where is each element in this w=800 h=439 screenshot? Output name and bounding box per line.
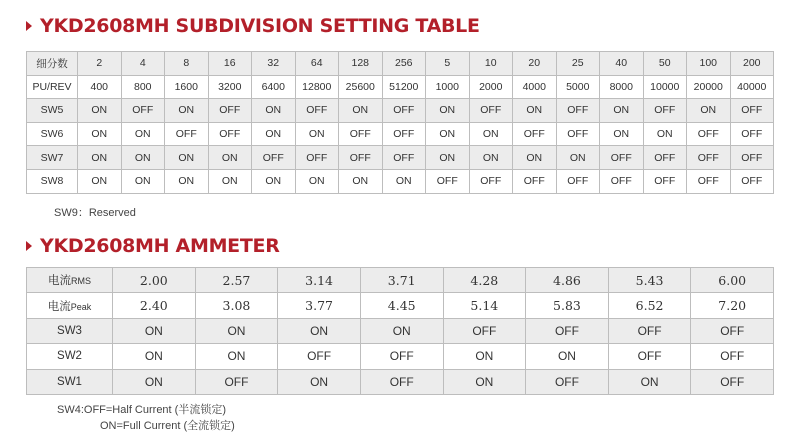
table-cell: ON bbox=[278, 369, 361, 394]
row-header-cell: SW5 bbox=[27, 99, 78, 123]
table-cell: 100 bbox=[687, 52, 731, 76]
table-cell: OFF bbox=[608, 318, 691, 343]
table-cell: ON bbox=[513, 99, 557, 123]
current-label-suffix: RMS bbox=[71, 276, 91, 287]
table-cell: 1000 bbox=[426, 75, 470, 99]
row-header-cell: SW7 bbox=[27, 146, 78, 170]
current-value-cell: 5.83 bbox=[526, 293, 609, 318]
table-cell: OFF bbox=[382, 122, 426, 146]
table-cell: 10000 bbox=[643, 75, 687, 99]
table-cell: OFF bbox=[208, 122, 252, 146]
table-cell: ON bbox=[78, 99, 122, 123]
sw1-row bbox=[27, 369, 774, 394]
table-cell: OFF bbox=[295, 146, 339, 170]
table-cell: 3200 bbox=[208, 75, 252, 99]
table-cell: ON bbox=[252, 99, 296, 123]
table-cell: ON bbox=[360, 318, 443, 343]
table-cell: OFF bbox=[556, 169, 600, 193]
table-cell: OFF bbox=[608, 344, 691, 369]
current-value-cell: 2.57 bbox=[195, 268, 278, 293]
sw6-row bbox=[27, 122, 774, 146]
current-label-suffix: Peak bbox=[70, 301, 92, 312]
ammeter-title-text: YKD2608MH AMMETER bbox=[40, 235, 280, 257]
table-cell: ON bbox=[78, 146, 122, 170]
table-cell: 20 bbox=[513, 52, 557, 76]
table-cell: 200 bbox=[730, 52, 774, 76]
table-cell: 6400 bbox=[252, 75, 296, 99]
subdivision-row bbox=[27, 52, 774, 76]
table-cell: ON bbox=[600, 99, 644, 123]
sw9-note: SW9：Reserved bbox=[54, 207, 136, 219]
table-cell: ON bbox=[443, 369, 526, 394]
table-cell: 32 bbox=[252, 52, 296, 76]
table-cell: ON bbox=[78, 169, 122, 193]
table-cell: OFF bbox=[339, 122, 383, 146]
table-cell: ON bbox=[687, 99, 731, 123]
table-cell: ON bbox=[278, 318, 361, 343]
table-cell: OFF bbox=[526, 318, 609, 343]
table-cell: 25600 bbox=[339, 75, 383, 99]
table-cell: ON bbox=[195, 318, 278, 343]
table-cell: 50 bbox=[643, 52, 687, 76]
current-value-cell: 3.77 bbox=[278, 293, 361, 318]
table-cell: 8 bbox=[165, 52, 209, 76]
table-cell: OFF bbox=[339, 146, 383, 170]
table-cell: 20000 bbox=[687, 75, 731, 99]
table-cell: OFF bbox=[691, 318, 774, 343]
ammeter-table bbox=[26, 267, 774, 395]
table-cell: ON bbox=[426, 99, 470, 123]
current-value-cell: 6.00 bbox=[691, 268, 774, 293]
table-cell: OFF bbox=[643, 169, 687, 193]
table-cell: OFF bbox=[360, 369, 443, 394]
table-cell: OFF bbox=[121, 99, 165, 123]
table-cell: 5000 bbox=[556, 75, 600, 99]
table-cell: ON bbox=[469, 122, 513, 146]
table-cell: ON bbox=[165, 99, 209, 123]
table-cell: 40 bbox=[600, 52, 644, 76]
table-cell: ON bbox=[608, 369, 691, 394]
table-cell: ON bbox=[165, 146, 209, 170]
current-value-cell: 3.08 bbox=[195, 293, 278, 318]
table-cell: ON bbox=[121, 122, 165, 146]
current-label: 电流 bbox=[48, 275, 71, 288]
table-cell: OFF bbox=[360, 344, 443, 369]
table-cell: ON bbox=[526, 344, 609, 369]
table-cell: OFF bbox=[195, 369, 278, 394]
table-cell: OFF bbox=[426, 169, 470, 193]
table-cell: ON bbox=[113, 318, 196, 343]
rms-current-row bbox=[27, 268, 774, 293]
table-cell: ON bbox=[121, 146, 165, 170]
table-cell: 25 bbox=[556, 52, 600, 76]
table-cell: ON bbox=[443, 344, 526, 369]
table-cell: OFF bbox=[730, 99, 774, 123]
ammeter-title bbox=[26, 235, 280, 257]
table-cell: ON bbox=[113, 369, 196, 394]
table-cell: OFF bbox=[469, 169, 513, 193]
sw2-row bbox=[27, 344, 774, 369]
table-cell: ON bbox=[339, 99, 383, 123]
table-cell: OFF bbox=[526, 369, 609, 394]
table-cell: OFF bbox=[469, 99, 513, 123]
table-cell: ON bbox=[643, 122, 687, 146]
subdivision-title bbox=[26, 15, 480, 37]
row-header-cell bbox=[27, 293, 113, 318]
table-cell: OFF bbox=[687, 146, 731, 170]
sw7-row bbox=[27, 146, 774, 170]
subdivision-title-text: YKD2608MH SUBDIVISION SETTING TABLE bbox=[40, 15, 480, 37]
table-cell: OFF bbox=[382, 146, 426, 170]
sw3-row bbox=[27, 318, 774, 343]
table-cell: 128 bbox=[339, 52, 383, 76]
row-header-cell: 细分数 bbox=[27, 52, 78, 76]
table-cell: OFF bbox=[687, 169, 731, 193]
table-cell: ON bbox=[295, 122, 339, 146]
row-header-cell: SW2 bbox=[27, 344, 113, 369]
current-value-cell: 6.52 bbox=[608, 293, 691, 318]
table-cell: ON bbox=[382, 169, 426, 193]
sw5-row bbox=[27, 99, 774, 123]
table-cell: OFF bbox=[691, 369, 774, 394]
table-cell: ON bbox=[469, 146, 513, 170]
peak-current-row bbox=[27, 293, 774, 318]
table-cell: 2000 bbox=[469, 75, 513, 99]
table-cell: OFF bbox=[643, 146, 687, 170]
caret-right-icon bbox=[26, 21, 32, 31]
table-cell: ON bbox=[600, 122, 644, 146]
table-cell: 4 bbox=[121, 52, 165, 76]
table-cell: ON bbox=[513, 146, 557, 170]
table-cell: OFF bbox=[252, 146, 296, 170]
table-cell: 2 bbox=[78, 52, 122, 76]
table-cell: ON bbox=[426, 146, 470, 170]
pulses-per-rev-row bbox=[27, 75, 774, 99]
table-cell: ON bbox=[252, 122, 296, 146]
subdivision-table bbox=[26, 51, 774, 194]
table-cell: ON bbox=[426, 122, 470, 146]
table-cell: 16 bbox=[208, 52, 252, 76]
current-value-cell: 4.86 bbox=[526, 268, 609, 293]
current-value-cell: 2.00 bbox=[113, 268, 196, 293]
table-cell: OFF bbox=[730, 122, 774, 146]
table-cell: 8000 bbox=[600, 75, 644, 99]
table-cell: OFF bbox=[643, 99, 687, 123]
current-value-cell: 7.20 bbox=[691, 293, 774, 318]
current-value-cell: 3.71 bbox=[360, 268, 443, 293]
table-cell: OFF bbox=[513, 169, 557, 193]
table-cell: 256 bbox=[382, 52, 426, 76]
current-value-cell: 4.45 bbox=[360, 293, 443, 318]
table-cell: 40000 bbox=[730, 75, 774, 99]
table-cell: 64 bbox=[295, 52, 339, 76]
table-cell: OFF bbox=[382, 99, 426, 123]
sw4-note-line2: ON=Full Current (全流锁定) bbox=[100, 420, 235, 432]
table-cell: OFF bbox=[730, 169, 774, 193]
sw8-row bbox=[27, 169, 774, 193]
table-cell: 12800 bbox=[295, 75, 339, 99]
table-cell: ON bbox=[208, 169, 252, 193]
table-cell: 5 bbox=[426, 52, 470, 76]
table-cell: 4000 bbox=[513, 75, 557, 99]
sw4-note-line1: SW4:OFF=Half Current (半流锁定) bbox=[57, 404, 226, 416]
table-cell: OFF bbox=[687, 122, 731, 146]
table-cell: OFF bbox=[278, 344, 361, 369]
row-header-cell: PU/REV bbox=[27, 75, 78, 99]
row-header-cell bbox=[27, 268, 113, 293]
current-value-cell: 4.28 bbox=[443, 268, 526, 293]
table-cell: ON bbox=[208, 146, 252, 170]
table-cell: OFF bbox=[208, 99, 252, 123]
current-label: 电流 bbox=[47, 300, 71, 313]
table-cell: ON bbox=[295, 169, 339, 193]
row-header-cell: SW1 bbox=[27, 369, 113, 394]
row-header-cell: SW8 bbox=[27, 169, 78, 193]
table-cell: OFF bbox=[600, 169, 644, 193]
table-cell: ON bbox=[339, 169, 383, 193]
table-cell: 10 bbox=[469, 52, 513, 76]
table-cell: ON bbox=[165, 169, 209, 193]
table-cell: ON bbox=[195, 344, 278, 369]
table-cell: ON bbox=[113, 344, 196, 369]
table-cell: ON bbox=[78, 122, 122, 146]
current-value-cell: 3.14 bbox=[278, 268, 361, 293]
table-cell: OFF bbox=[556, 122, 600, 146]
caret-right-icon bbox=[26, 241, 32, 251]
table-cell: OFF bbox=[691, 344, 774, 369]
current-value-cell: 2.40 bbox=[113, 293, 196, 318]
current-value-cell: 5.43 bbox=[608, 268, 691, 293]
table-cell: 800 bbox=[121, 75, 165, 99]
table-cell: OFF bbox=[295, 99, 339, 123]
table-cell: OFF bbox=[730, 146, 774, 170]
table-cell: ON bbox=[556, 146, 600, 170]
table-cell: OFF bbox=[513, 122, 557, 146]
row-header-cell: SW3 bbox=[27, 318, 113, 343]
table-cell: 51200 bbox=[382, 75, 426, 99]
table-cell: OFF bbox=[600, 146, 644, 170]
table-cell: OFF bbox=[443, 318, 526, 343]
table-cell: ON bbox=[252, 169, 296, 193]
table-cell: 1600 bbox=[165, 75, 209, 99]
table-cell: OFF bbox=[556, 99, 600, 123]
table-cell: 400 bbox=[78, 75, 122, 99]
row-header-cell: SW6 bbox=[27, 122, 78, 146]
table-cell: ON bbox=[121, 169, 165, 193]
table-cell: OFF bbox=[165, 122, 209, 146]
current-value-cell: 5.14 bbox=[443, 293, 526, 318]
